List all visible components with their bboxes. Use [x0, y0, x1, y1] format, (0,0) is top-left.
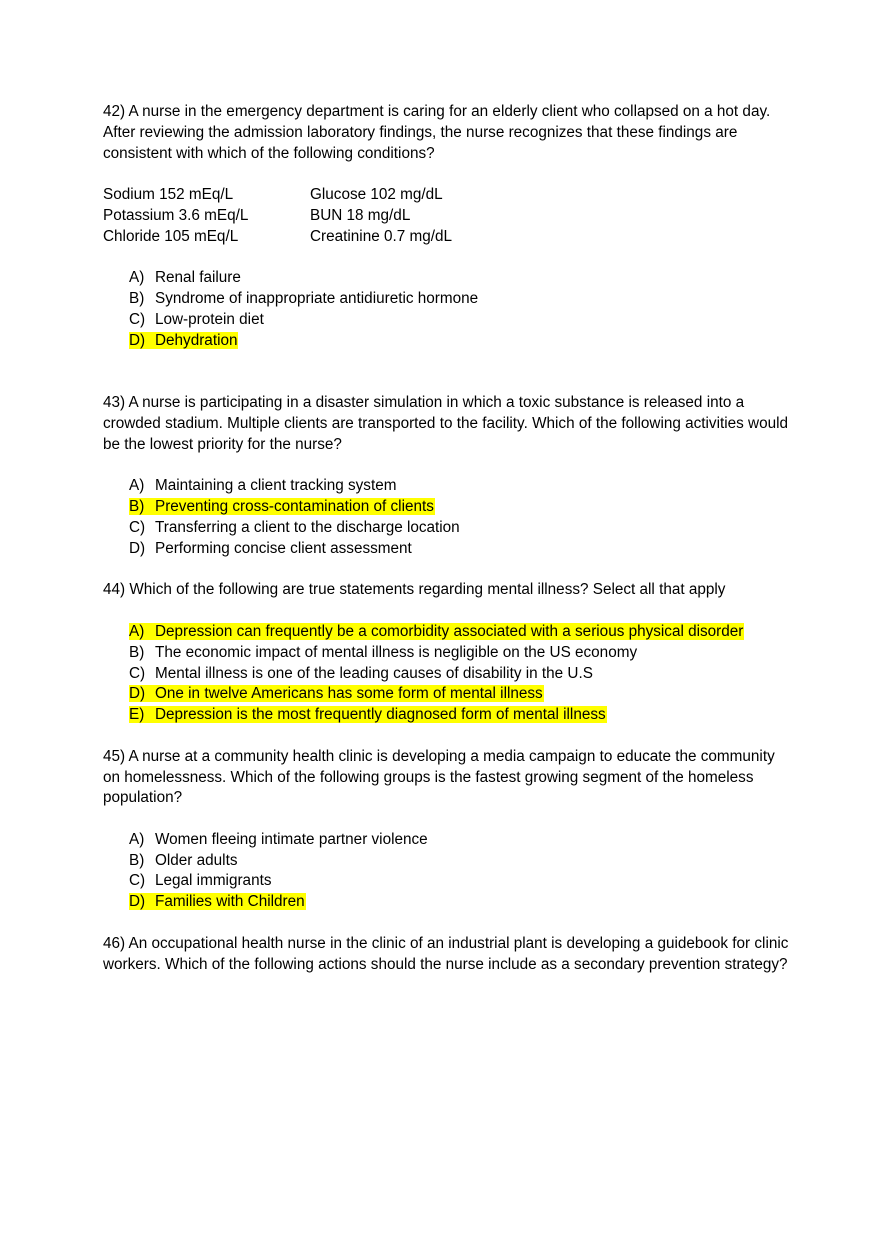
option-text: Depression is the most frequently diagnosed form of mental illness [155, 706, 606, 724]
option-letter: E) [129, 706, 145, 724]
option-letter: D) [129, 331, 146, 349]
lab-value: BUN 18 mg/dL [310, 206, 411, 224]
lab-value: Glucose 102 mg/dL [310, 186, 443, 204]
answer-options [103, 830, 793, 913]
lab-value: Sodium 152 mEq/L [103, 186, 234, 204]
option-text: Dehydration [155, 331, 238, 349]
option-text: Families with Children [155, 893, 305, 911]
answer-option-highlighted [129, 684, 793, 705]
question-text: 45) A nurse at a community health clinic is developing a media campaign to educate the community on homelessness. Which of the following groups is the fastest growing segment of the homeless population? [103, 747, 775, 807]
answer-option [129, 476, 793, 497]
question-text: 44) Which of the following are true statements regarding mental illness? Select all that apply [103, 581, 726, 599]
answer-option [129, 289, 793, 310]
option-text: Maintaining a client tracking system [155, 477, 397, 495]
question-text: 46) An occupational health nurse in the clinic of an industrial plant is developing a guidebook for clinic workers. Which of the following actions should the nurse include as a secondary prevention strategy? [103, 934, 789, 973]
answer-option [129, 310, 793, 331]
answer-option [129, 539, 793, 560]
option-letter: B) [129, 851, 145, 869]
answer-option-highlighted [129, 497, 793, 518]
option-text: Women fleeing intimate partner violence [155, 830, 428, 848]
option-letter: A) [129, 477, 145, 495]
question-42 [103, 102, 793, 352]
option-text: Transferring a client to the discharge location [155, 518, 460, 536]
option-text: Mental illness is one of the leading causes of disability in the U.S [155, 664, 593, 682]
option-text: Low-protein diet [155, 310, 264, 328]
option-text: Performing concise client assessment [155, 539, 412, 557]
answer-option-highlighted [129, 705, 793, 726]
option-text: The economic impact of mental illness is negligible on the US economy [155, 643, 638, 661]
option-letter: B) [129, 643, 145, 661]
lab-values-table [103, 185, 793, 247]
option-text: Older adults [155, 851, 238, 869]
option-text: Syndrome of inappropriate antidiuretic hormone [155, 290, 479, 308]
option-letter: B) [129, 498, 145, 516]
option-letter: C) [129, 518, 146, 536]
option-letter: C) [129, 872, 146, 890]
question-43 [103, 393, 793, 559]
option-letter: B) [129, 290, 145, 308]
option-letter: D) [129, 893, 146, 911]
lab-value: Creatinine 0.7 mg/dL [310, 227, 453, 245]
answer-option [129, 518, 793, 539]
option-letter: C) [129, 310, 146, 328]
option-text: One in twelve Americans has some form of mental illness [155, 685, 543, 703]
option-text: Preventing cross-contamination of clients [155, 498, 434, 516]
option-text: Legal immigrants [155, 872, 272, 890]
lab-value: Chloride 105 mEq/L [103, 227, 239, 245]
question-text: 43) A nurse is participating in a disaster simulation in which a toxic substance is released into a crowded stadium. Multiple clients are transported to the facility. Which of the following activities would be the lowest priority for the nurse? [103, 394, 788, 453]
answer-option [129, 871, 793, 892]
option-text: Renal failure [155, 269, 241, 287]
lab-value: Potassium 3.6 mEq/L [103, 206, 249, 224]
answer-option [129, 830, 793, 851]
answer-options [103, 622, 793, 726]
answer-option [129, 664, 793, 685]
option-letter: D) [129, 539, 146, 557]
answer-option [129, 643, 793, 664]
answer-options [103, 476, 793, 559]
option-letter: A) [129, 622, 145, 640]
question-45 [103, 747, 793, 913]
question-46 [103, 934, 793, 976]
answer-option-highlighted [129, 892, 793, 913]
answer-option-highlighted [129, 622, 793, 643]
answer-options [103, 268, 793, 351]
answer-option [129, 851, 793, 872]
document-page [103, 102, 793, 975]
option-letter: A) [129, 830, 145, 848]
answer-option-highlighted [129, 331, 793, 352]
option-letter: A) [129, 269, 145, 287]
option-text: Depression can frequently be a comorbidity associated with a serious physical disorder [155, 622, 744, 640]
option-letter: C) [129, 664, 146, 682]
option-letter: D) [129, 685, 146, 703]
answer-option [129, 268, 793, 289]
question-text: 42) A nurse in the emergency department is caring for an elderly client who collapsed on a hot day. After reviewing the admission laboratory findings, the nurse recognizes that these findings are consistent with which of the following conditions? [103, 103, 771, 162]
question-44 [103, 580, 793, 726]
